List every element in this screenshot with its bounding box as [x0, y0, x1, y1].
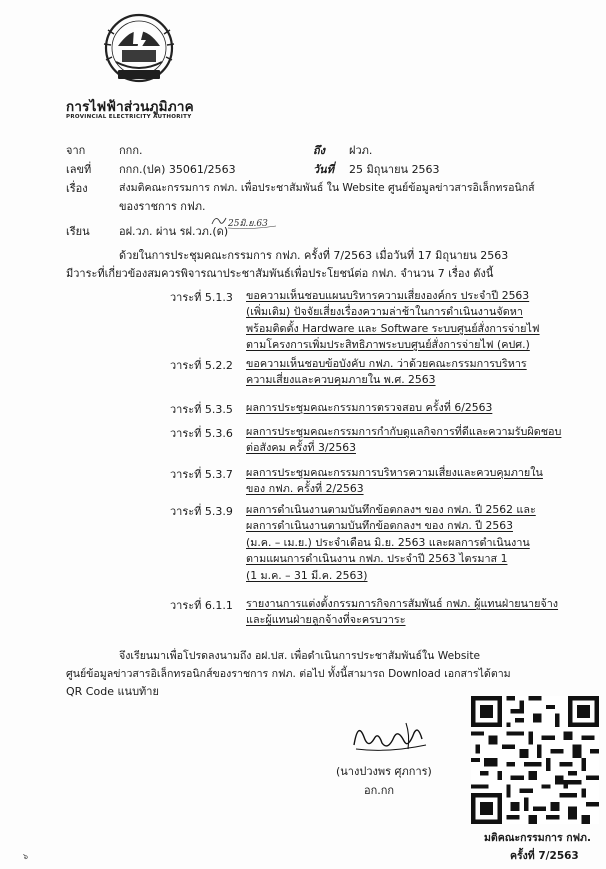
subject-line-1: ส่งมติคณะกรรมการ กฟภ. เพื่อประชาสัมพันธ์ ใน Website ศูนย์ข้อมูลข่าวสารอิเล็กทรอนิกส์: [119, 182, 535, 194]
page-mark: ๖: [23, 852, 29, 861]
svg-text:25มิ.ย.63: 25มิ.ย.63: [228, 219, 268, 229]
intro-line-2: มีวาระที่เกี่ยวข้องสมควรพิจารณาประชาสัมพันธ์เพื่อประโยชน์ต่อ กฟภ. จำนวน 7 เรื่อง ดังนี้: [66, 267, 494, 280]
date-label: วันที่: [313, 163, 334, 176]
subject-line-2: ของราชการ กฟภ.: [119, 200, 206, 213]
agenda-description: ผลการประชุมคณะกรรมการกำกับดูแลกิจการที่ดีและความรับผิดชอบ ต่อสังคม ครั้งที่ 3/2563: [246, 425, 562, 455]
intro-line-1: ด้วยในการประชุมคณะกรรมการ กฟภ. ครั้งที่ 7/2563 เมื่อวันที่ 17 มิถุนายน 2563: [119, 249, 509, 262]
qr-caption-meeting: ครั้งที่ 7/2563: [510, 850, 579, 862]
org-name-english: PROVINCIAL ELECTRICITY AUTHORITY: [66, 114, 192, 120]
to-label: ถึง: [313, 144, 326, 157]
agenda-description: ผลการประชุมคณะกรรมการบริหารความเสี่ยงและควบคุมภายใน ของ กฟภ. ครั้งที่ 2/2563: [246, 466, 543, 496]
agenda-number: วาระที่ 5.2.2: [170, 359, 233, 372]
pea-emblem-icon: [100, 10, 178, 92]
agenda-number: วาระที่ 5.3.5: [170, 403, 233, 416]
number-value: กกก.(ปค) 35061/2563: [119, 163, 236, 176]
agenda-description: รายงานการแต่งตั้งกรรมการกิจการสัมพันธ์ กฟภ. ผู้แทนฝ่ายนายจ้าง และผู้แทนฝ่ายลูกจ้างที่จะครบวาระ: [246, 597, 559, 627]
agenda-number: วาระที่ 5.3.6: [170, 427, 233, 440]
agenda-number: วาระที่ 6.1.1: [170, 599, 233, 612]
agenda-number: วาระที่ 5.1.3: [170, 291, 233, 304]
date-value: 25 มิถุนายน 2563: [349, 163, 440, 176]
agenda-description: ผลการดำเนินงานตามบันทึกข้อตกลงฯ ของ กฟภ. ปี 2562 และ ผลการดำเนินงานตามบันทึกข้อตกลงฯ ของ กฟภ. ปี 2563 (ม.ค. – เม.ย.) ประจำเดือน มิ.ย. 2563 และผลการดำเนินงาน ตามแผนการดำเนินงาน กฟภ. ประจำปี 2563 ไตรมาส 1 (1 ม.ค. – 31 มี.ค. 2563): [246, 503, 536, 582]
number-label: เลขที่: [66, 163, 92, 176]
handwritten-signature-icon: [348, 715, 432, 757]
closing-line-1: จึงเรียนมาเพื่อโปรดลงนามถึง อฝ.ปส. เพื่อดำเนินการประชาสัมพันธ์ใน Website: [119, 650, 481, 662]
attn-value: อฝ.วภ. ผ่าน รฝ.วภ.(ด): [119, 225, 229, 238]
qr-code-icon: [471, 696, 599, 824]
attn-label: เรียน: [66, 225, 90, 238]
agenda-number: วาระที่ 5.3.7: [170, 468, 233, 481]
handwritten-date-note: [210, 208, 280, 232]
agenda-description: ขอความเห็นชอบข้อบังคับ กฟภ. ว่าด้วยคณะกรรมการบริหาร ความเสี่ยงและควบคุมภายใน พ.ศ. 2563: [246, 357, 527, 387]
closing-line-3: QR Code แนบท้าย: [66, 685, 159, 698]
agenda-description: ผลการประชุมคณะกรรมการตรวจสอบ ครั้งที่ 6/2563: [246, 401, 493, 414]
from-label: จาก: [66, 144, 86, 157]
org-name-thai: การไฟฟ้าส่วนภูมิภาค: [66, 99, 194, 115]
subject-label: เรื่อง: [66, 182, 88, 195]
signatory-position: อก.กก: [364, 784, 395, 797]
qr-caption-title: มติคณะกรรมการ กฟภ.: [484, 832, 591, 844]
to-value: ฝวภ.: [349, 144, 373, 157]
from-value: กกก.: [119, 144, 143, 157]
signatory-name: (นางปวงพร ศุภการ): [336, 765, 432, 778]
closing-line-2: ศูนย์ข้อมูลข่าวสารอิเล็กทรอนิกส์ของราชการ กฟภ. ต่อไป ทั้งนี้สามารถ Download เอกสารได้ตาม: [66, 668, 511, 680]
agenda-number: วาระที่ 5.3.9: [170, 505, 233, 518]
agenda-description: ขอความเห็นชอบแผนบริหารความเสี่ยงองค์กร ประจำปี 2563 (เพิ่มเติม) ปัจจัยเสี่ยงเรื่องความล่าช้าในการดำเนินงานจัดหา พร้อมติดตั้ง Hardware และ Software ระบบศูนย์สั่งการจ่ายไฟ ตามโครงการเพิ่มประสิทธิภาพระบบศูนย์สั่งการจ่ายไฟ (คปศ.): [246, 289, 540, 352]
